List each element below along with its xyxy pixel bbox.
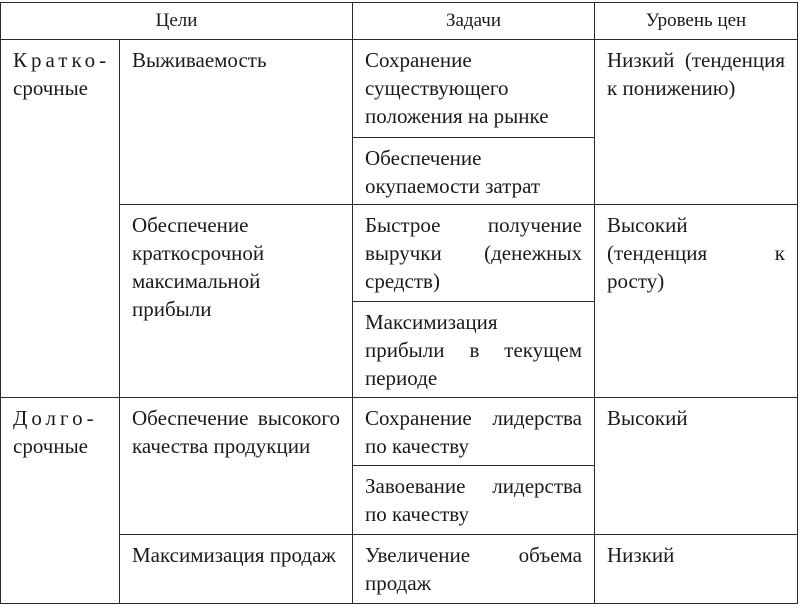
task-keep-quality-lead: Сохранение лидерства по качеству [353, 398, 595, 466]
table-row [1, 205, 798, 302]
price-high: Высокий [595, 398, 798, 535]
table-row [1, 535, 798, 604]
goals-table [0, 2, 798, 604]
header-price-level: Уровень цен [595, 3, 798, 40]
task-gain-quality-lead: Завоевание лидерства по качеству [353, 466, 595, 535]
price-low-trend: Низкий (тенденция к понижению) [595, 40, 798, 205]
term-long-line2: срочные [13, 434, 89, 458]
table-row [1, 398, 798, 466]
price-low: Низкий [595, 535, 798, 604]
header-goals: Цели [1, 3, 353, 40]
task-increase-sales: Увеличение объема продаж [353, 535, 595, 604]
task-max-profit: Максимизация прибыли в текущем периоде [353, 302, 595, 398]
term-short [1, 40, 120, 398]
term-short-line2: срочные [13, 76, 89, 100]
table-row [1, 40, 798, 138]
term-short-line1: Кратко- [13, 48, 111, 72]
price-high-trend: Высокий (тенденция к росту) [595, 205, 798, 398]
task-fast-revenue: Быстрое получение выручки (денежных средств) [353, 205, 595, 302]
term-long-line1: Долго- [13, 406, 98, 430]
task-cost-recovery: Обеспечение окупаемости затрат [353, 138, 595, 205]
header-tasks: Задачи [353, 3, 595, 40]
goal-max-sales: Максимизация продаж [120, 535, 353, 604]
header-row [1, 3, 798, 40]
task-keep-position: Сохранение существующего положения на рынке [353, 40, 595, 138]
term-long [1, 398, 120, 604]
goal-survival: Выживаемость [120, 40, 353, 205]
goal-short-profit: Обеспечение краткосрочной максимальной прибыли [120, 205, 353, 398]
goal-high-quality: Обеспечение высокого качества продукции [120, 398, 353, 535]
